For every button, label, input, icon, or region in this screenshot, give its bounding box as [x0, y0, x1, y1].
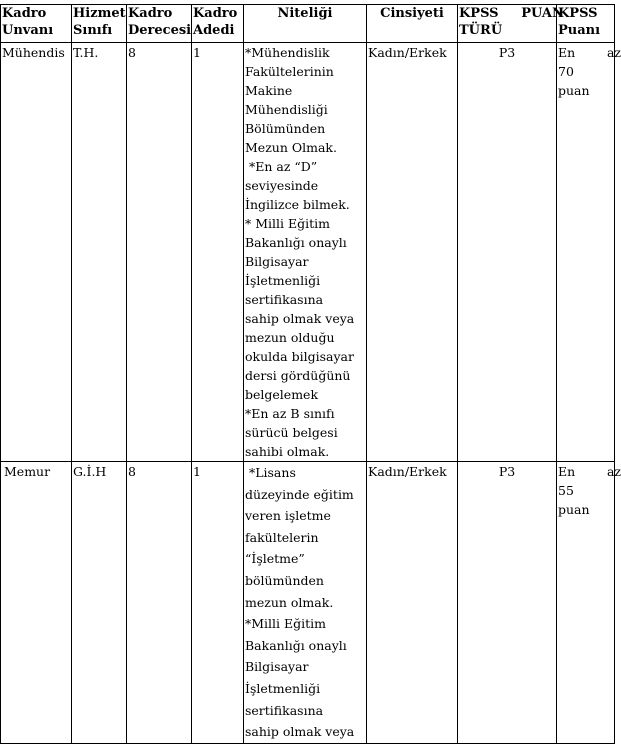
cell-kadro-derecesi: 8 [127, 462, 192, 744]
cell-niteligi: *Lisans düzeyinde eğitim veren işletme fakültelerin “İşletme” bölümünden mezun olmak. *Milli Eğitim Bakanlığı onaylı Bilgisayar İşletmenliği sertifikasına sahip olmak veya [244, 462, 367, 744]
header-kpss-puan-turu: KPSS PUAN TÜRÜ [458, 5, 557, 43]
header-kpss-puani: KPSS Puanı [557, 5, 615, 43]
cell-niteligi: *Mühendislik Fakültelerinin Makine Mühendisliği Bölümünden Mezun Olmak. *En az “D” seviyesinde İngilizce bilmek. * Milli Eğitim Bakanlığı onaylı Bilgisayar İşletmenliği sertifikasına sahip olmak veya mezun olduğu okulda bilgisayar dersi gördüğünü belgelemek *En az B sınıfı sürücü belgesi sahibi olmak. [244, 43, 367, 462]
cell-hizmet-sinifi: T.H. [72, 43, 127, 462]
header-row [1, 5, 615, 43]
header-cinsiyeti: Cinsiyeti [367, 5, 458, 43]
kadro-table [0, 4, 621, 744]
cell-kadro-unvani: Mühendis [1, 43, 72, 462]
table-row [1, 43, 615, 462]
cell-kadro-adedi: 1 [192, 462, 244, 744]
cell-cinsiyeti: Kadın/Erkek [367, 462, 458, 744]
cell-kpss-puani: En az 70 puan [557, 43, 615, 462]
cell-kpss-puan-turu: P3 [458, 43, 557, 462]
header-kadro-adedi: Kadro Adedi [192, 5, 244, 43]
header-kadro-derecesi: Kadro Derecesi [127, 5, 192, 43]
cell-kpss-puani: En az 55 puan [557, 462, 615, 744]
header-niteligi: Niteliği [244, 5, 367, 43]
cell-kpss-puan-turu: P3 [458, 462, 557, 744]
cell-cinsiyeti: Kadın/Erkek [367, 43, 458, 462]
header-kadro-unvani: Kadro Unvanı [1, 5, 72, 43]
cell-kadro-derecesi: 8 [127, 43, 192, 462]
cell-hizmet-sinifi: G.İ.H [72, 462, 127, 744]
cell-kadro-unvani: Memur [1, 462, 72, 744]
header-hizmet-sinifi: Hizmet Sınıfı [72, 5, 127, 43]
cell-kadro-adedi: 1 [192, 43, 244, 462]
table-row [1, 462, 615, 744]
